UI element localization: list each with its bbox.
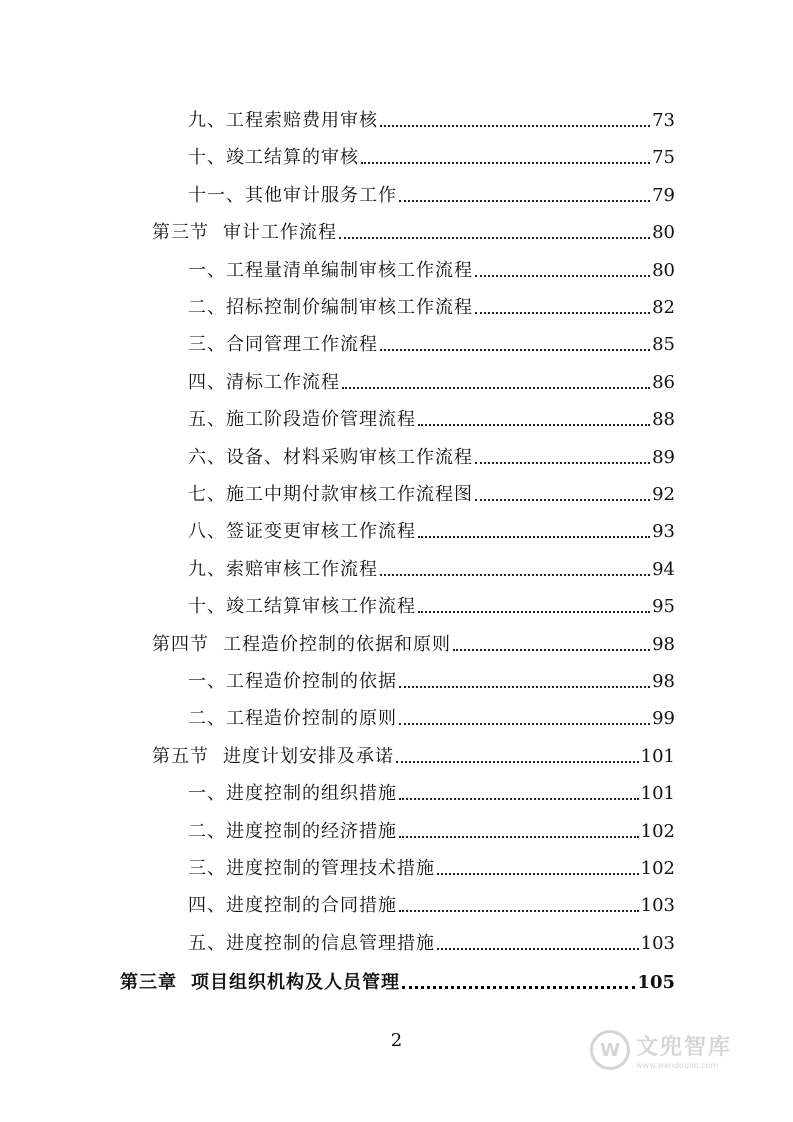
toc-entry[interactable] bbox=[152, 740, 675, 768]
toc-entry-text: 进度控制的合同措施 bbox=[226, 895, 397, 916]
toc-leader-dots bbox=[453, 649, 650, 651]
toc-entry[interactable] bbox=[188, 141, 675, 169]
toc-entry-text: 竣工结算审核工作流程 bbox=[226, 596, 416, 617]
toc-leader-dots bbox=[380, 125, 650, 127]
toc-entry[interactable] bbox=[188, 665, 675, 693]
toc-entry[interactable] bbox=[188, 104, 675, 132]
toc-entry-page: 95 bbox=[652, 596, 675, 617]
toc-entry-page: 92 bbox=[652, 484, 675, 505]
toc-entry-title bbox=[188, 708, 397, 730]
toc-entry-title bbox=[152, 746, 394, 768]
toc-entry-text: 其他审计服务工作 bbox=[245, 185, 397, 206]
toc-entry-title bbox=[120, 972, 400, 994]
watermark bbox=[590, 1020, 760, 1080]
toc-entry-text: 项目组织机构及人员管理 bbox=[191, 972, 400, 993]
toc-entry-page: 93 bbox=[652, 521, 675, 542]
watermark-logo-icon: W bbox=[590, 1030, 630, 1070]
toc-entry-title bbox=[188, 783, 397, 805]
toc-entry-text: 进度控制的信息管理措施 bbox=[226, 933, 435, 954]
toc-entry-text: 工程造价控制的依据和原则 bbox=[223, 634, 451, 655]
toc-leader-dots bbox=[399, 200, 650, 202]
toc-entry-page: 105 bbox=[637, 972, 675, 993]
toc-leader-dots bbox=[402, 986, 635, 989]
toc-entry-page: 80 bbox=[652, 222, 675, 243]
toc-entry-page: 88 bbox=[652, 409, 675, 430]
toc-entry[interactable] bbox=[188, 927, 675, 955]
toc-entry[interactable] bbox=[188, 254, 675, 282]
toc-entry-prefix: 一、 bbox=[188, 671, 226, 692]
toc-entry-prefix: 四、 bbox=[188, 372, 226, 393]
toc-entry-prefix: 十、 bbox=[188, 596, 226, 617]
toc-entry-page: 98 bbox=[652, 634, 675, 655]
toc-entry-text: 索赔审核工作流程 bbox=[226, 559, 378, 580]
toc-entry-prefix: 五、 bbox=[188, 933, 226, 954]
toc-entry[interactable] bbox=[188, 702, 675, 730]
toc-entry[interactable] bbox=[188, 291, 675, 319]
toc-entry-text: 合同管理工作流程 bbox=[226, 334, 378, 355]
toc-entry-page: 79 bbox=[652, 185, 675, 206]
toc-entry-text: 竣工结算的审核 bbox=[226, 147, 359, 168]
toc-leader-dots bbox=[418, 611, 650, 613]
toc-leader-dots bbox=[418, 536, 650, 538]
toc-entry[interactable] bbox=[152, 216, 675, 244]
toc-entry[interactable] bbox=[188, 366, 675, 394]
page-number: 2 bbox=[390, 1030, 403, 1051]
toc-entry[interactable] bbox=[188, 403, 675, 431]
toc-leader-dots bbox=[396, 761, 639, 763]
toc-entry-prefix: 第三节 bbox=[152, 222, 209, 243]
toc-entry-prefix: 十一、 bbox=[188, 185, 245, 206]
toc-entry-title bbox=[188, 147, 359, 169]
toc-entry-prefix: 九、 bbox=[188, 559, 226, 580]
toc-entry-text: 审计工作流程 bbox=[223, 222, 337, 243]
toc-entry-page: 89 bbox=[652, 447, 675, 468]
toc-entry-prefix: 二、 bbox=[188, 708, 226, 729]
toc-entry-title bbox=[188, 895, 397, 917]
toc-entry-title bbox=[152, 634, 451, 656]
toc-entry[interactable] bbox=[188, 179, 675, 207]
toc-leader-dots bbox=[380, 349, 650, 351]
toc-entry-prefix: 第五节 bbox=[152, 746, 209, 767]
toc-entry-title bbox=[188, 260, 473, 282]
toc-leader-dots bbox=[437, 873, 639, 875]
toc-entry-title bbox=[188, 334, 378, 356]
toc-leader-dots bbox=[339, 237, 650, 239]
toc-entry-title bbox=[188, 185, 397, 207]
toc-leader-dots bbox=[399, 836, 639, 838]
toc-entry-text: 工程索赔费用审核 bbox=[226, 110, 378, 131]
toc-entry-prefix: 八、 bbox=[188, 521, 226, 542]
watermark-url: www.wendoulib.com bbox=[636, 1061, 719, 1070]
toc-entry-prefix: 五、 bbox=[188, 409, 226, 430]
toc-leader-dots bbox=[418, 424, 650, 426]
toc-entry[interactable] bbox=[188, 777, 675, 805]
toc-entry-prefix: 三、 bbox=[188, 858, 226, 879]
toc-entry-text: 进度控制的组织措施 bbox=[226, 783, 397, 804]
toc-entry-text: 工程造价控制的依据 bbox=[226, 671, 397, 692]
toc-entry[interactable] bbox=[188, 478, 675, 506]
toc-entry-title bbox=[188, 559, 378, 581]
toc-entry-title bbox=[188, 447, 473, 469]
toc-entry-prefix: 第三章 bbox=[120, 972, 177, 993]
toc-entry-title bbox=[188, 521, 416, 543]
toc-entry-page: 103 bbox=[640, 895, 675, 916]
toc-entry-title bbox=[188, 933, 435, 955]
toc-entry-text: 招标控制价编制审核工作流程 bbox=[226, 297, 473, 318]
toc-entry-text: 设备、材料采购审核工作流程 bbox=[226, 447, 473, 468]
toc-entry-prefix: 三、 bbox=[188, 334, 226, 355]
toc-leader-dots bbox=[380, 574, 650, 576]
toc-entry-page: 101 bbox=[640, 783, 675, 804]
toc-entry-title bbox=[188, 484, 473, 506]
toc-entry-title bbox=[188, 596, 416, 618]
toc-entry-page: 101 bbox=[640, 746, 675, 767]
toc-entry-prefix: 十、 bbox=[188, 147, 226, 168]
toc-entry-prefix: 一、 bbox=[188, 783, 226, 804]
toc-leader-dots bbox=[399, 686, 650, 688]
toc-entry-page: 102 bbox=[640, 821, 675, 842]
toc-entry-text: 施工阶段造价管理流程 bbox=[226, 409, 416, 430]
toc-leader-dots bbox=[399, 723, 650, 725]
toc-leader-dots bbox=[437, 948, 639, 950]
toc-entry-page: 80 bbox=[652, 260, 675, 281]
watermark-name: 文兜智库 bbox=[636, 1035, 733, 1060]
toc-entry-text: 签证变更审核工作流程 bbox=[226, 521, 416, 542]
toc-leader-dots bbox=[342, 387, 650, 389]
toc-entry-title bbox=[188, 821, 397, 843]
toc-entry-page: 94 bbox=[652, 559, 675, 580]
toc-entry-title bbox=[188, 110, 378, 132]
toc-entry-text: 进度计划安排及承诺 bbox=[223, 746, 394, 767]
toc-entry-prefix: 二、 bbox=[188, 297, 226, 318]
toc-entry-prefix: 四、 bbox=[188, 895, 226, 916]
toc-entry-page: 75 bbox=[652, 147, 675, 168]
toc-entry-text: 进度控制的经济措施 bbox=[226, 821, 397, 842]
toc-entry-prefix: 九、 bbox=[188, 110, 226, 131]
toc-entry-text: 清标工作流程 bbox=[226, 372, 340, 393]
toc-entry[interactable] bbox=[188, 889, 675, 917]
toc-leader-dots bbox=[475, 275, 650, 277]
toc-entry[interactable] bbox=[188, 852, 675, 880]
toc-entry-page: 102 bbox=[640, 858, 675, 879]
toc-entry[interactable] bbox=[188, 553, 675, 581]
toc-entry-prefix: 六、 bbox=[188, 447, 226, 468]
toc-entry-prefix: 一、 bbox=[188, 260, 226, 281]
toc-leader-dots bbox=[475, 312, 650, 314]
toc-entry-text: 施工中期付款审核工作流程图 bbox=[226, 484, 473, 505]
toc-entry[interactable] bbox=[120, 966, 675, 994]
toc-entry-page: 103 bbox=[640, 933, 675, 954]
toc-entry-prefix: 七、 bbox=[188, 484, 226, 505]
toc-entry-title bbox=[188, 858, 435, 880]
toc-leader-dots bbox=[475, 462, 650, 464]
toc-entry-prefix: 二、 bbox=[188, 821, 226, 842]
toc-leader-dots bbox=[475, 499, 650, 501]
toc-entry-title bbox=[188, 671, 397, 693]
toc-entry-title bbox=[188, 372, 340, 394]
toc-entry-text: 工程量清单编制审核工作流程 bbox=[226, 260, 473, 281]
toc-entry[interactable] bbox=[188, 515, 675, 543]
toc-entry[interactable] bbox=[188, 590, 675, 618]
toc-entry-page: 73 bbox=[652, 110, 675, 131]
toc-entry-title bbox=[188, 297, 473, 319]
toc-entry-page: 85 bbox=[652, 334, 675, 355]
toc-entry[interactable] bbox=[188, 815, 675, 843]
toc-entry[interactable] bbox=[188, 328, 675, 356]
toc-entry-text: 工程造价控制的原则 bbox=[226, 708, 397, 729]
toc-entry[interactable] bbox=[152, 628, 675, 656]
toc-entry-title bbox=[152, 222, 337, 244]
toc-entry-page: 99 bbox=[652, 708, 675, 729]
toc-entry-prefix: 第四节 bbox=[152, 634, 209, 655]
toc-entry-page: 98 bbox=[652, 671, 675, 692]
toc-entry-page: 82 bbox=[652, 297, 675, 318]
toc-entry-page: 86 bbox=[652, 372, 675, 393]
toc-entry[interactable] bbox=[188, 441, 675, 469]
toc-leader-dots bbox=[399, 910, 639, 912]
toc-entry-title bbox=[188, 409, 416, 431]
toc-leader-dots bbox=[399, 798, 639, 800]
toc-leader-dots bbox=[361, 162, 650, 164]
toc-entry-text: 进度控制的管理技术措施 bbox=[226, 858, 435, 879]
